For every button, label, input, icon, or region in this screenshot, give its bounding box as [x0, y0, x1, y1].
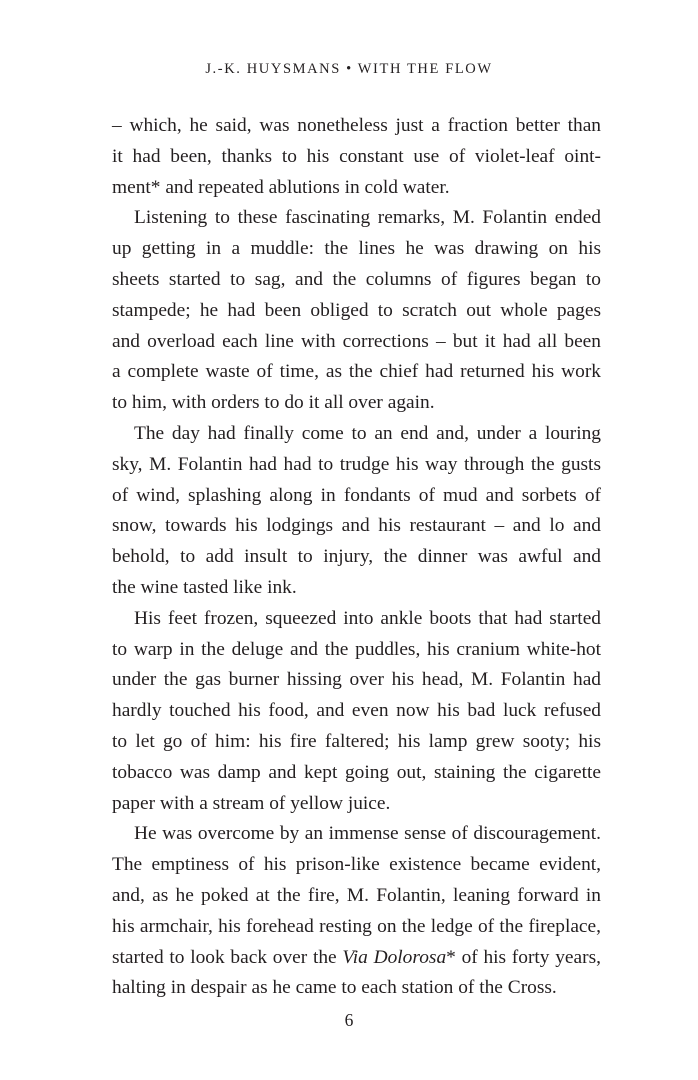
text-line: sky, M. Folantin had had to trudge his way through the gusts: [112, 453, 601, 475]
text-line: sheets started to sag, and the columns of figures began to: [112, 268, 601, 290]
text-line: and, as he poked at the fire, M. Folantin, leaning forward in: [112, 884, 601, 906]
text-line: his armchair, his forehead resting on the ledge of the fireplace,: [112, 915, 601, 937]
text-line: to him, with orders to do it all over again.: [112, 392, 435, 414]
text-line: His feet frozen, squeezed into ankle boots that had started: [134, 607, 601, 629]
text-line: – which, he said, was nonetheless just a fraction better than: [112, 115, 601, 136]
text-line: of wind, splashing along in fondants of mud and sorbets of: [112, 484, 601, 506]
text-line: and overload each line with corrections – but it had all been: [112, 330, 601, 352]
text-line: Listening to these fascinating remarks, M. Folantin ended: [134, 207, 601, 229]
text-line: The day had finally come to an end and, under a louring: [134, 422, 601, 444]
text-line: the wine tasted like ink.: [112, 576, 297, 598]
text-line: [112, 943, 601, 974]
text-line: halting in despair as he came to each station of the Cross.: [112, 977, 557, 999]
body-text: [112, 111, 601, 1004]
text-line: to let go of him: his fire faltered; his lamp grew sooty; his: [112, 730, 601, 752]
text-line: under the gas burner hissing over his head, M. Folantin had: [112, 669, 601, 691]
page-number: 6: [344, 1010, 354, 1030]
text-line: ment* and repeated ablutions in cold water.: [112, 176, 450, 198]
text-line: stampede; he had been obliged to scratch out whole pages: [112, 299, 601, 321]
text-line: hardly touched his food, and even now his bad luck refused: [112, 700, 601, 722]
text-line: He was overcome by an immense sense of discouragement.: [134, 823, 601, 845]
italic-title: Via Dolorosa: [342, 946, 447, 968]
text-line: The emptiness of his prison-like existence became evident,: [112, 854, 601, 876]
text-segment: * of his forty years,: [446, 946, 601, 968]
running-head: J.-K. HUYSMANS • WITH THE FLOW: [205, 61, 493, 77]
text-line: tobacco was damp and kept going out, staining the cigarette: [112, 761, 601, 783]
text-line: a complete waste of time, as the chief had returned his work: [112, 361, 601, 383]
text-line: up getting in a muddle: the lines he was drawing on his: [112, 238, 601, 260]
text-line: it had been, thanks to his constant use of violet-leaf oint-: [112, 145, 601, 167]
text-line: behold, to add insult to injury, the dinner was awful and: [112, 546, 601, 568]
text-line: snow, towards his lodgings and his restaurant – and lo and: [112, 515, 601, 537]
text-line: paper with a stream of yellow juice.: [112, 792, 391, 814]
text-line: to warp in the deluge and the puddles, his cranium white-hot: [112, 638, 601, 660]
text-segment: started to look back over the: [112, 946, 343, 968]
